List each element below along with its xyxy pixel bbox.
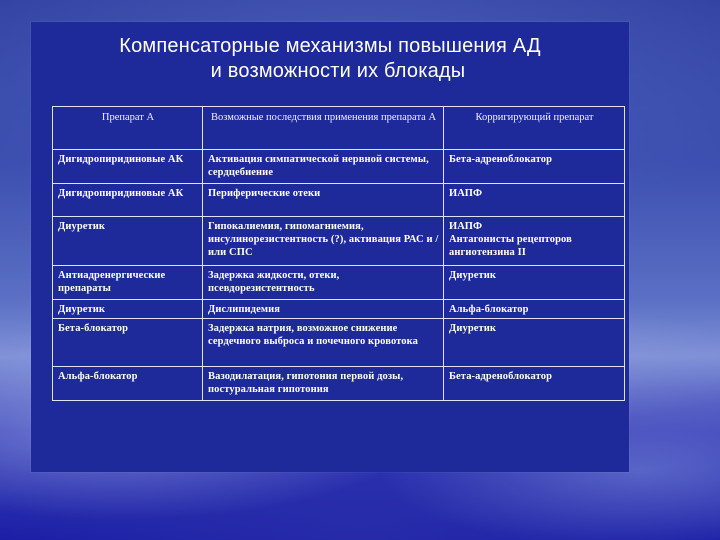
cell-corrective-drug: Бета-адреноблокатор [444,150,625,184]
column-header-drug-a: Препарат А [53,107,203,150]
table-row [53,217,625,266]
cell-consequences: Периферические отеки [203,184,444,217]
cell-corrective-drug: ИАПФ [444,184,625,217]
cell-drug-a: Диуретик [53,300,203,319]
table-container [52,106,624,401]
slide-panel [31,22,629,472]
cell-corrective-drug: Диуретик [444,319,625,367]
table-row [53,266,625,300]
cell-corrective-drug: Альфа-блокатор [444,300,625,319]
cell-drug-a: Дигидропиридиновые АК [53,150,203,184]
compensatory-mechanisms-table [52,106,625,401]
slide-title-line1: Компенсаторные механизмы повышения АД [119,35,541,57]
cell-corrective-drug: Диуретик [444,266,625,300]
cell-corrective-drug: Бета-адреноблокатор [444,367,625,401]
cell-drug-a: Дигидропиридиновые АК [53,184,203,217]
slide-title-line2: и возможности их блокады [210,60,466,82]
cell-drug-a: Антиадренергические препараты [53,266,203,300]
column-header-consequences: Возможные последствия применения препарата А [203,107,444,150]
cell-drug-a: Альфа-блокатор [53,367,203,401]
cell-consequences: Задержка натрия, возможное снижение сердечного выброса и почечного кровотока [203,319,444,367]
cell-consequences: Активация симпатической нервной системы, сердцебиение [203,150,444,184]
cell-consequences: Вазодилатация, гипотония первой дозы, постуральная гипотония [203,367,444,401]
cell-consequences: Задержка жидкости, отеки, псевдорезистентность [203,266,444,300]
cell-drug-a: Диуретик [53,217,203,266]
cell-consequences: Гипокалиемия, гипомагниемия, инсулинорезистентность (?), активация РАС и /или СПС [203,217,444,266]
table-row [53,367,625,401]
cell-corrective-drug: ИАПФ Антагонисты рецепторов ангиотензина II [444,217,625,266]
table-row [53,319,625,367]
cell-drug-a: Бета-блокатор [53,319,203,367]
table-row [53,184,625,217]
table-header-row [53,107,625,150]
column-header-corrective-drug: Корригирующий препарат [444,107,625,150]
slide-title [31,34,629,84]
table-row [53,150,625,184]
cell-consequences: Дислипидемия [203,300,444,319]
table-row [53,300,625,319]
